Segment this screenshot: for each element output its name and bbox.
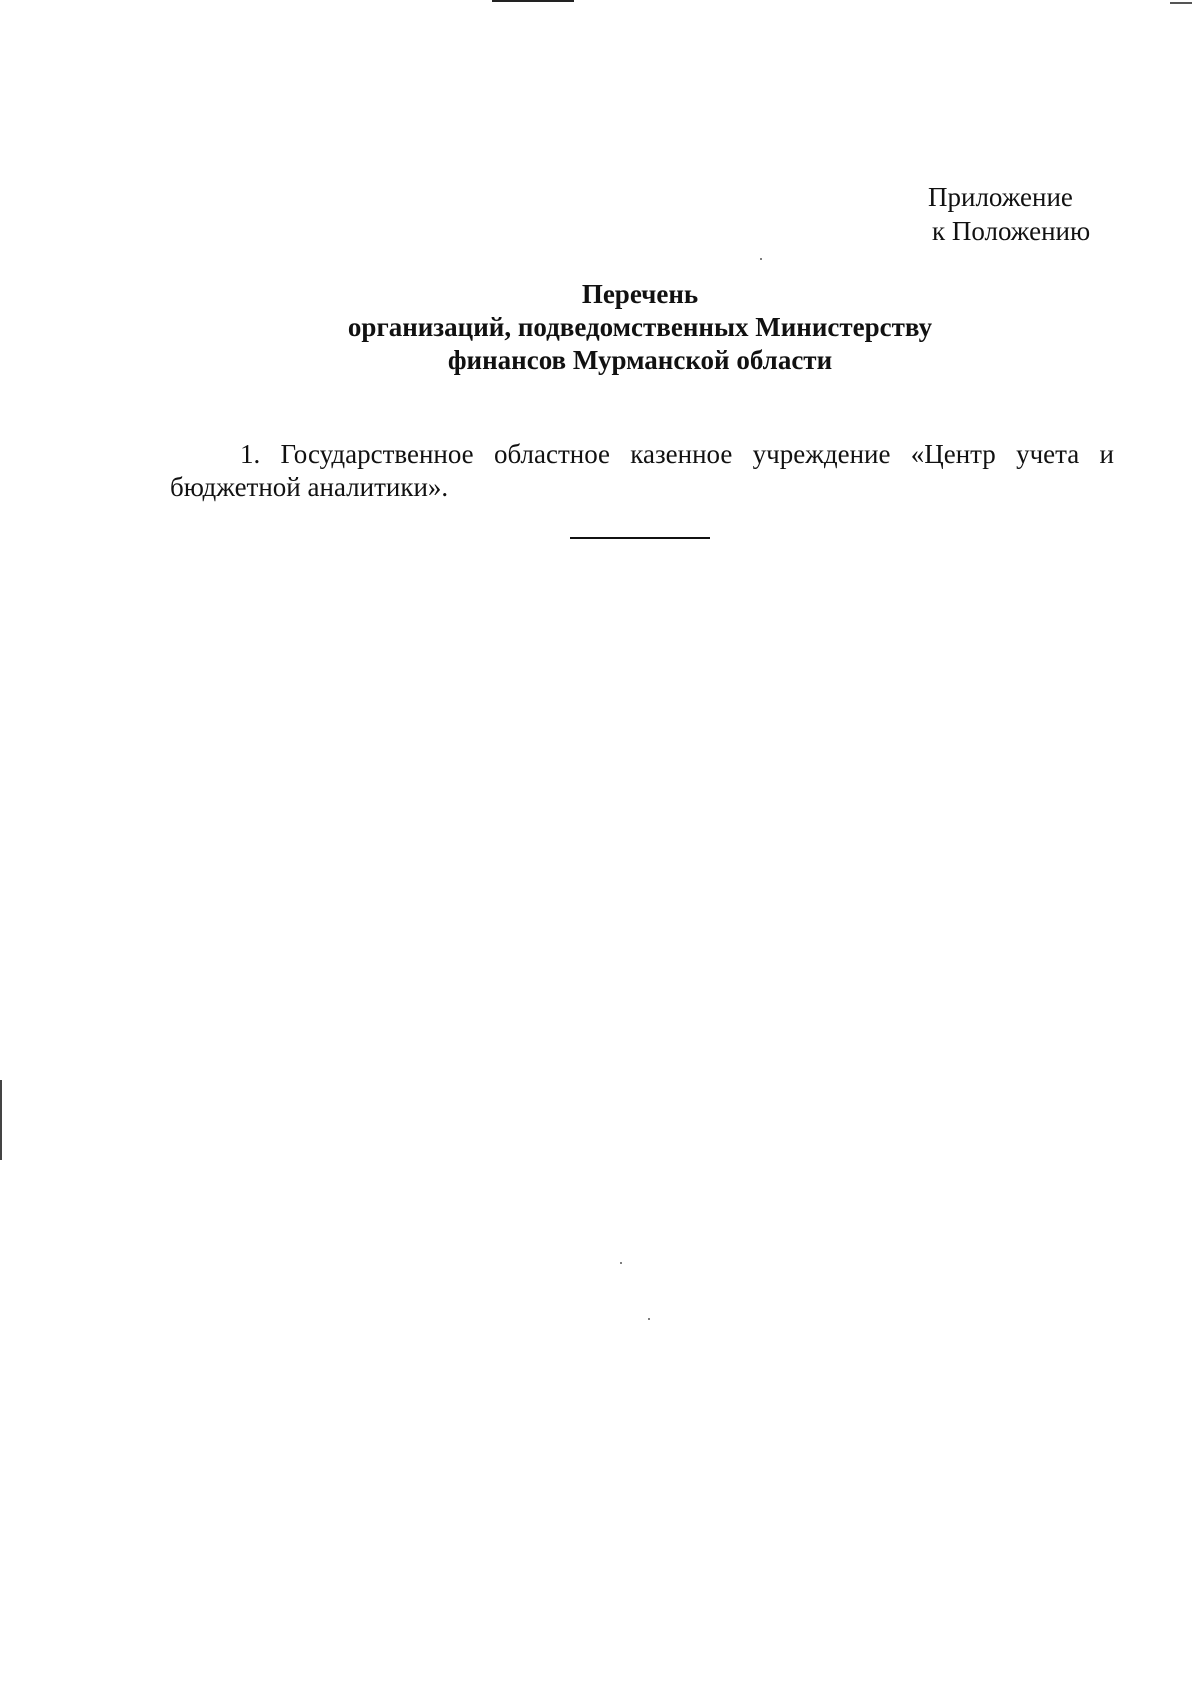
list-item: 1. Государственное областное казенное учреждение «Центр учета и бюджетной аналитики». [170,439,1114,502]
title-line-1: Перечень [581,279,699,309]
scan-artifact-left-edge [0,1080,2,1160]
title-line-3: финансов Мурманской области [447,345,833,375]
scan-speck [648,1318,650,1320]
appendix-reference: к Положению [932,216,1091,246]
scan-speck [760,258,762,260]
title-line-2: организаций, подведомственных Министерству [347,312,933,342]
scan-speck [620,1262,622,1264]
scan-artifact-top-right [1170,2,1192,4]
end-divider [570,537,710,539]
scan-artifact-top-line [492,0,574,2]
document-title [0,278,1200,377]
appendix-label: Приложение [928,182,1073,212]
appendix-note [928,180,1090,248]
